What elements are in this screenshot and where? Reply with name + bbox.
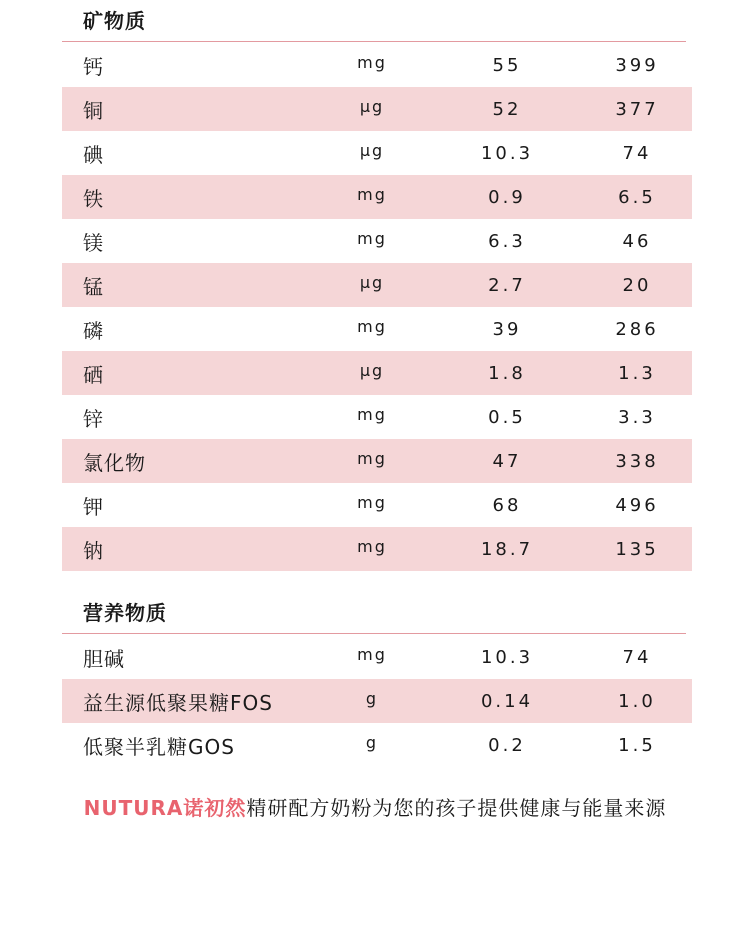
minerals-table [62, 43, 692, 571]
value-per-100ml: 10.3 [480, 646, 534, 668]
table-row [62, 635, 692, 679]
table-row [62, 87, 692, 131]
nutrient-unit: mg [357, 492, 387, 512]
table-row [62, 175, 692, 219]
brand-logo-latin: NUTURA [83, 796, 184, 820]
value-per-100g: 74 [622, 646, 652, 668]
nutrient-unit: g [365, 732, 379, 752]
nutrient-name: 磷 [83, 318, 104, 343]
table-row [62, 723, 692, 767]
value-per-100ml: 52 [492, 98, 522, 120]
nutrient-unit: μg [359, 96, 385, 116]
nutrient-name: 铁 [83, 186, 104, 211]
value-per-100g: 3.3 [618, 406, 656, 428]
value-per-100ml: 0.9 [488, 186, 526, 208]
table-row [62, 131, 692, 175]
value-per-100g: 377 [615, 98, 659, 120]
nutrient-name: 低聚半乳糖GOS [83, 734, 235, 759]
nutrient-name: 锰 [83, 274, 104, 299]
value-per-100ml: 1.8 [488, 362, 526, 384]
value-per-100ml: 68 [492, 494, 522, 516]
brand-logo-chinese: 诺初然 [183, 796, 247, 820]
nutrient-name: 益生源低聚果糖FOS [83, 690, 273, 715]
value-per-100ml: 0.5 [488, 406, 526, 428]
table-row [62, 439, 692, 483]
value-per-100g: 135 [615, 538, 659, 560]
table-row [62, 395, 692, 439]
table-row [62, 219, 692, 263]
table-row [62, 483, 692, 527]
value-per-100ml: 0.14 [480, 690, 534, 712]
footer-tagline [0, 792, 750, 821]
nutrient-unit: μg [359, 360, 385, 380]
nutrient-unit: mg [357, 52, 387, 72]
nutrient-name: 锌 [83, 406, 104, 431]
nutrients-title: 营养物质 [62, 592, 686, 634]
nutrient-name: 钠 [83, 538, 104, 563]
value-per-100ml: 18.7 [480, 538, 534, 560]
nutrient-name: 钾 [83, 494, 104, 519]
minerals-title: 矿物质 [62, 0, 686, 42]
nutrient-unit: mg [357, 536, 387, 556]
value-per-100ml: 47 [492, 450, 522, 472]
table-row [62, 351, 692, 395]
nutrient-name: 铜 [83, 98, 104, 123]
nutrient-name: 镁 [83, 230, 104, 255]
nutrients-section [62, 592, 692, 767]
nutrients-table [62, 635, 692, 767]
nutrient-unit: mg [357, 184, 387, 204]
table-row [62, 679, 692, 723]
value-per-100g: 46 [622, 230, 652, 252]
value-per-100ml: 39 [492, 318, 522, 340]
value-per-100g: 1.5 [618, 734, 656, 756]
nutrient-unit: mg [357, 448, 387, 468]
nutrient-unit: mg [357, 404, 387, 424]
nutrient-name: 碘 [83, 142, 104, 167]
table-row [62, 527, 692, 571]
nutrient-unit: μg [359, 140, 385, 160]
value-per-100g: 399 [615, 54, 659, 76]
nutrient-name: 胆碱 [83, 646, 125, 671]
value-per-100ml: 55 [492, 54, 522, 76]
value-per-100ml: 10.3 [480, 142, 534, 164]
nutrient-name: 钙 [83, 54, 104, 79]
minerals-section [62, 0, 692, 571]
value-per-100ml: 2.7 [488, 274, 526, 296]
value-per-100ml: 0.2 [488, 734, 526, 756]
value-per-100g: 74 [622, 142, 652, 164]
value-per-100g: 338 [615, 450, 659, 472]
value-per-100g: 20 [622, 274, 652, 296]
tagline-text: 精研配方奶粉为您的孩子提供健康与能量来源 [246, 796, 667, 820]
table-row [62, 263, 692, 307]
nutrient-unit: μg [359, 272, 385, 292]
nutrient-unit: mg [357, 316, 387, 336]
nutrient-name: 氯化物 [83, 450, 146, 475]
nutrient-name: 硒 [83, 362, 104, 387]
nutrient-unit: mg [357, 644, 387, 664]
value-per-100g: 6.5 [618, 186, 656, 208]
nutrient-unit: mg [357, 228, 387, 248]
nutrient-unit: g [365, 688, 379, 708]
value-per-100g: 1.0 [618, 690, 656, 712]
value-per-100g: 1.3 [618, 362, 656, 384]
table-row [62, 307, 692, 351]
value-per-100g: 496 [615, 494, 659, 516]
value-per-100g: 286 [615, 318, 659, 340]
value-per-100ml: 6.3 [488, 230, 526, 252]
table-row [62, 43, 692, 87]
